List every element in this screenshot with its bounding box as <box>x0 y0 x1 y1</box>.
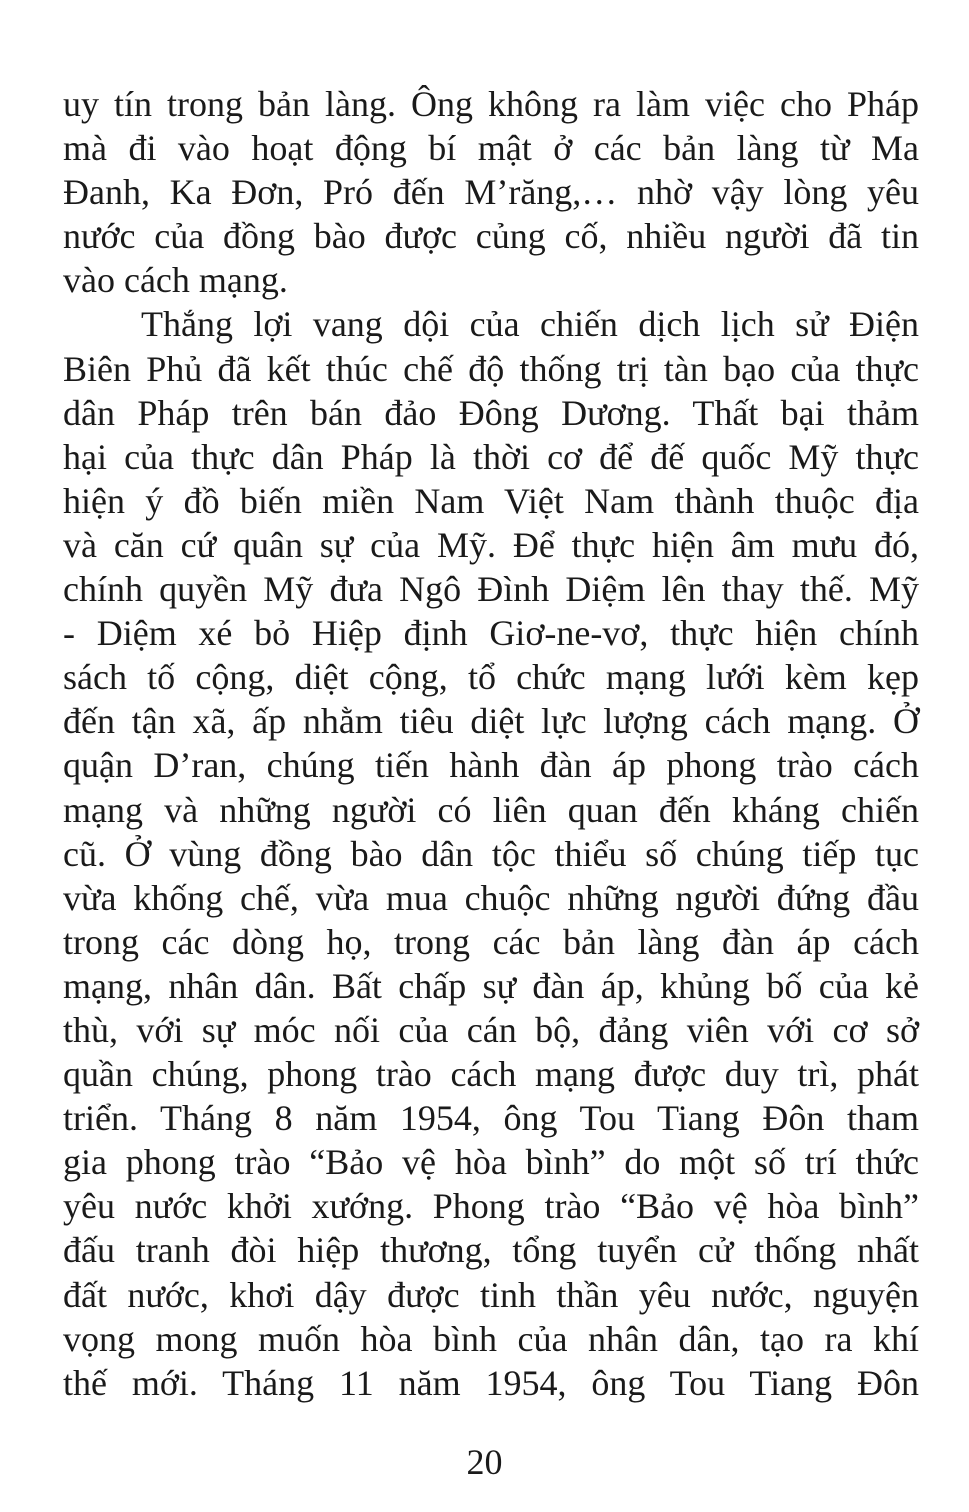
text-line: thế mới. Tháng 11 năm 1954, ông Tou Tiang Đôn <box>63 1362 919 1403</box>
text-line: trong các dòng họ, trong các bản làng đàn áp cách <box>63 921 919 962</box>
text-line: nước của đồng bào được củng cố, nhiều người đã tin <box>63 216 919 257</box>
text-line: uy tín trong bản làng. Ông không ra làm việc cho Pháp <box>63 84 919 124</box>
text-line: thù, với sự móc nối của cán bộ, đảng viên với cơ sở <box>63 1009 919 1050</box>
text-line: vào cách mạng. <box>63 260 288 301</box>
body-text <box>63 82 919 1405</box>
text-line: đấu tranh đòi hiệp thương, tổng tuyển cử thống nhất <box>63 1230 919 1271</box>
text-line: - Diệm xé bỏ Hiệp định Giơ-ne-vơ, thực hiện chính <box>63 613 919 654</box>
text-line: Biên Phủ đã kết thúc chế độ thống trị tàn bạo của thực <box>63 348 919 389</box>
text-line: Đanh, Ka Đơn, Pró đến M’răng,… nhờ vậy lòng yêu <box>63 172 919 213</box>
text-line: và căn cứ quân sự của Mỹ. Để thực hiện âm mưu đó, <box>63 524 919 565</box>
text-line: mà đi vào hoạt động bí mật ở các bản làng từ Ma <box>63 128 919 169</box>
text-line: đến tận xã, ấp nhằm tiêu diệt lực lượng cách mạng. Ở <box>63 701 919 742</box>
text-line: quận D’ran, chúng tiến hành đàn áp phong trào cách <box>63 745 919 786</box>
text-line: vọng mong muốn hòa bình của nhân dân, tạo ra khí <box>63 1318 919 1359</box>
text-line: dân Pháp trên bán đảo Đông Dương. Thất bại thảm <box>63 392 919 433</box>
text-line: cũ. Ở vùng đồng bào dân tộc thiểu số chúng tiếp tục <box>63 833 919 874</box>
text-line: vừa khống chế, vừa mua chuộc những người đứng đầu <box>63 877 919 918</box>
text-line: đất nước, khơi dậy được tinh thần yêu nước, nguyện <box>63 1274 919 1315</box>
text-line: sách tố cộng, diệt cộng, tổ chức mạng lưới kèm kẹp <box>63 657 919 698</box>
page-number: 20 <box>466 1442 503 1482</box>
text-line: yêu nước khởi xướng. Phong trào “Bảo vệ hòa bình” <box>63 1186 919 1227</box>
text-line: gia phong trào “Bảo vệ hòa bình” do một số trí thức <box>63 1142 919 1183</box>
text-line: chính quyền Mỹ đưa Ngô Đình Diệm lên thay thế. Mỹ <box>63 569 919 610</box>
text-line: mạng, nhân dân. Bất chấp sự đàn áp, khủng bố của kẻ <box>63 965 919 1006</box>
text-line: hại của thực dân Pháp là thời cơ để đế quốc Mỹ thực <box>63 436 919 477</box>
text-line: quần chúng, phong trào cách mạng được duy trì, phát <box>63 1054 919 1095</box>
text-line: hiện ý đồ biến miền Nam Việt Nam thành thuộc địa <box>63 480 919 521</box>
text-line: Thắng lợi vang dội của chiến dịch lịch sử Điện <box>141 304 919 345</box>
text-line: mạng và những người có liên quan đến kháng chiến <box>63 789 919 830</box>
text-line: triển. Tháng 8 năm 1954, ông Tou Tiang Đôn tham <box>63 1098 919 1139</box>
